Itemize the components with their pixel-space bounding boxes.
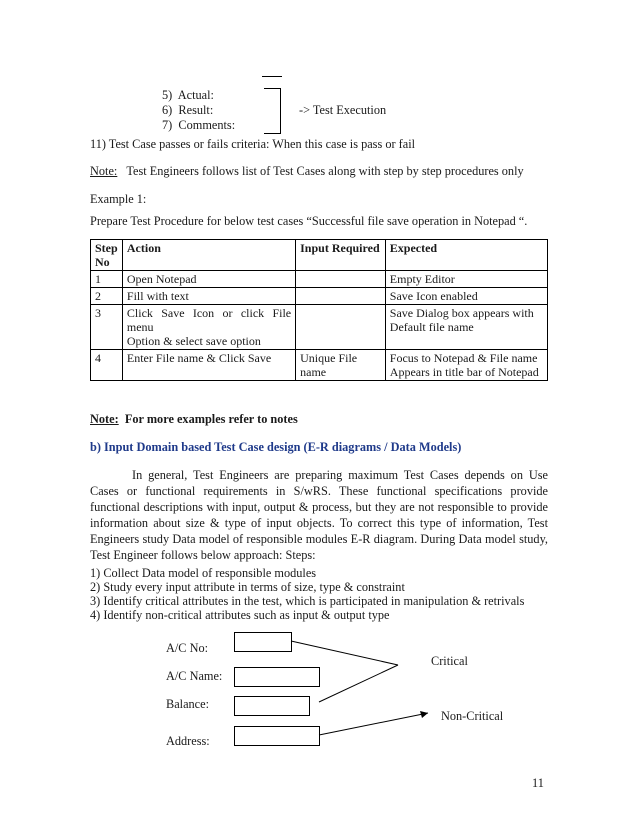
section-b-heading: b) Input Domain based Test Case design (E-R diagrams / Data Models): [90, 440, 462, 454]
field-label-address: Address:: [166, 734, 210, 748]
note-2: Note: For more examples refer to notes: [90, 412, 298, 426]
field-label-balance: Balance:: [166, 697, 210, 711]
note-label: Note:: [90, 164, 118, 178]
step-7: 7) Comments:: [162, 118, 236, 132]
non-critical-label: Non-Critical: [441, 709, 504, 723]
header-step: Step No: [91, 240, 123, 271]
step-6: 6) Result:: [162, 103, 214, 117]
field-label-acname: A/C Name:: [166, 669, 223, 683]
table-row: 2 Fill with text Save Icon enabled: [91, 288, 548, 305]
prepare-text: Prepare Test Procedure for below test cases “Successful file save operation in Notepad “.: [90, 214, 528, 228]
critical-label: Critical: [431, 654, 468, 668]
example-heading: Example 1:: [90, 192, 147, 206]
note-1: Note: Test Engineers follows list of Test Cases along with step by step procedures only: [90, 164, 524, 178]
list-item: 1) Collect Data model of responsible modules: [90, 566, 317, 580]
header-action: Action: [122, 240, 295, 271]
header-input: Input Required: [296, 240, 386, 271]
test-execution-label: -> Test Execution: [299, 103, 387, 117]
table-row: 1 Open Notepad Empty Editor: [91, 271, 548, 288]
step-5: 5) Actual:: [162, 88, 214, 102]
field-label-acno: A/C No:: [166, 641, 209, 655]
page-number: 11: [532, 776, 544, 790]
header-expected: Expected: [385, 240, 547, 271]
table-row: 3 Click Save Icon or click File menu Option & select save option Save Dialog box appears with Default file name: [91, 305, 548, 350]
note-label: Note:: [90, 412, 119, 426]
body-paragraph: In general, Test Engineers are preparing maximum Test Cases depends on Use Cases or functional requirements in S/wRS. These functional specifications provide functional descriptions with input, output & process, but they are not responsible to provide information about size & type of input objects. To correct this type of information, Test Engineers study Data model of responsible modules E-R diagram. During Data model study, Test Engineer follows below approach: Steps:: [90, 468, 548, 562]
list-item: 2) Study every input attribute in terms of size, type & constraint: [90, 580, 405, 594]
list-item: 4) Identify non-critical attributes such as input & output type: [90, 608, 390, 622]
table-row: 4 Enter File name & Click Save Unique File name Focus to Notepad & File name Appears in title bar of Notepad: [91, 350, 548, 381]
item-11: 11) Test Case passes or fails criteria: When this case is pass or fail: [90, 137, 416, 151]
list-item: 3) Identify critical attributes in the test, which is participated in manipulation & retrivals: [90, 594, 525, 608]
